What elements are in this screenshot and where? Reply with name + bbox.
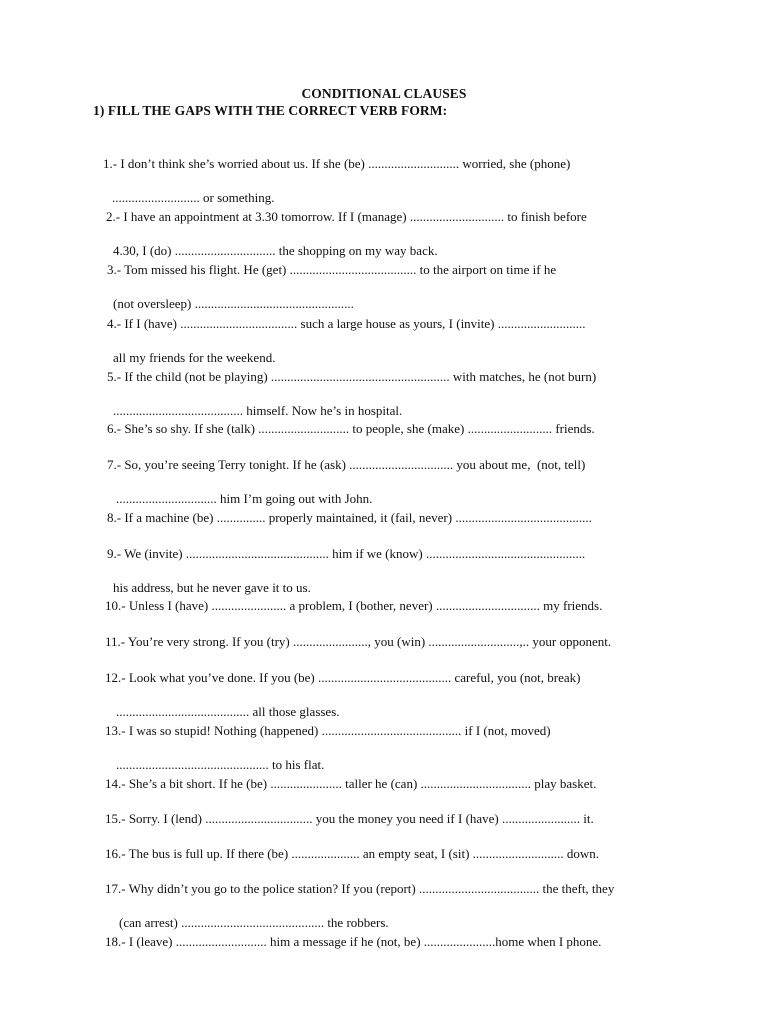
item-line: 12.- Look what you’ve done. If you (be) ......................................... careful, you (not, break) — [105, 670, 581, 685]
item-line: 6.- She’s so shy. If she (talk) ............................ to people, she (make) .......................... friends. — [107, 421, 595, 436]
item-line: 4.- If I (have) .................................... such a large house as yours, I (invite) ........................... — [107, 316, 586, 331]
item-line: 1.- I don’t think she’s worried about us. If she (be) ............................ worried, she (phone) — [103, 156, 571, 171]
exercise-instruction: 1) FILL THE GAPS WITH THE CORRECT VERB FORM: — [93, 103, 448, 118]
exercise-item-18 — [92, 916, 601, 967]
item-line: (can arrest) ............................................ the robbers. — [119, 915, 389, 930]
item-line: 15.- Sorry. I (lend) ................................. you the money you need if I (have) ........................ it. — [105, 811, 594, 826]
item-line: 7.- So, you’re seeing Terry tonight. If he (ask) ................................ you about me, (not, tell) — [107, 457, 586, 472]
item-line: 10.- Unless I (have) ....................... a problem, I (bother, never) ................................ my friends. — [105, 598, 603, 613]
item-line: ........................... or something. — [112, 190, 275, 205]
item-line: ......................................... all those glasses. — [116, 704, 340, 719]
item-line: 4.30, I (do) ............................... the shopping on my way back. — [113, 243, 438, 258]
item-line: 14.- She’s a bit short. If he (be) ...................... taller he (can) .................................. play basket. — [105, 776, 597, 791]
item-line: 13.- I was so stupid! Nothing (happened) ........................................... if I (not, moved) — [105, 723, 551, 738]
item-line: 16.- The bus is full up. If there (be) ..................... an empty seat, I (sit) ............................ down. — [105, 846, 600, 861]
item-line: 3.- Tom missed his flight. He (get) ....................................... to the airport on time if he — [107, 262, 557, 277]
item-line: ........................................ himself. Now he’s in hospital. — [113, 403, 403, 418]
item-line: 8.- If a machine (be) ............... properly maintained, it (fail, never) .......................................... — [107, 510, 592, 525]
item-line: 9.- We (invite) ............................................ him if we (know) ................................................. — [107, 546, 586, 561]
item-line: 11.- You’re very strong. If you (try) ......................., you (win) ............................,.. your opponent. — [105, 634, 612, 649]
item-line: all my friends for the weekend. — [113, 350, 276, 365]
item-line: 18.- I (leave) ............................ him a message if he (not, be) ......................home when I phone. — [105, 934, 602, 949]
worksheet-title: CONDITIONAL CLAUSES — [301, 86, 467, 101]
item-line: 5.- If the child (not be playing) ....................................................... with matches, he (not burn) — [107, 369, 597, 384]
item-line: 17.- Why didn’t you go to the police station? If you (report) ..................................... the theft, they — [105, 881, 615, 896]
item-line: 2.- I have an appointment at 3.30 tomorrow. If I (manage) ............................. to finish before — [106, 209, 587, 224]
item-line: his address, but he never gave it to us. — [113, 580, 311, 595]
item-line: ............................................... to his flat. — [116, 757, 325, 772]
item-line: ............................... him I’m going out with John. — [116, 491, 373, 506]
item-line: (not oversleep) ................................................. — [113, 296, 354, 311]
